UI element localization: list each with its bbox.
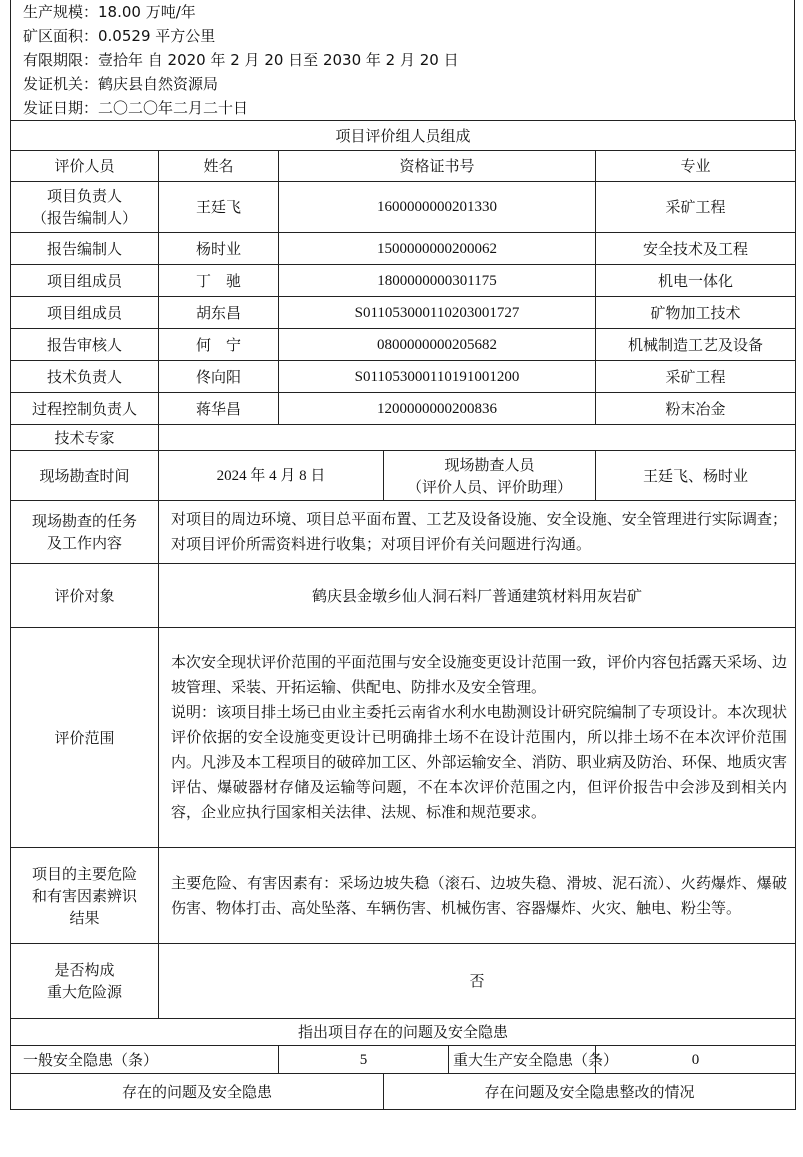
team-row bbox=[11, 361, 796, 393]
expert-label: 技术专家 bbox=[11, 425, 159, 451]
team-cert: 1500000000200062 bbox=[279, 233, 596, 265]
license-info bbox=[10, 0, 795, 120]
license-line: 矿区面积：0.0529 平方公里 bbox=[23, 27, 216, 45]
team-major: 机电一体化 bbox=[596, 265, 796, 297]
major-hazard-row bbox=[11, 944, 796, 1019]
col-header-major: 专业 bbox=[596, 151, 796, 182]
team-cert: 1800000000301175 bbox=[279, 265, 596, 297]
hazard-value: 主要危险、有害因素有：采场边坡失稳（滚石、边坡失稳、滑坡、泥石流）、火药爆炸、爆破伤害、物体打击、高处坠落、车辆伤害、机械伤害、容器爆炸、火灾、触电、粉尘等。 bbox=[159, 848, 796, 944]
expert-row bbox=[11, 425, 796, 451]
col-header-cert: 资格证书号 bbox=[279, 151, 596, 182]
team-role: 项目组成员 bbox=[11, 297, 159, 329]
major-prod-hazard-value: 0 bbox=[596, 1046, 796, 1074]
hazard-row bbox=[11, 848, 796, 944]
issues-title: 指出项目存在的问题及安全隐患 bbox=[11, 1019, 796, 1046]
general-hazard-value: 5 bbox=[279, 1046, 449, 1074]
team-cert: 1600000000201330 bbox=[279, 182, 596, 233]
survey-time-label: 现场勘查时间 bbox=[11, 451, 159, 501]
team-cert: S011053000110191001200 bbox=[279, 361, 596, 393]
survey-staff-value: 王廷飞、杨时业 bbox=[596, 451, 796, 501]
team-name: 胡东昌 bbox=[159, 297, 279, 329]
task-value: 对项目的周边环境、项目总平面布置、工艺及设备设施、安全设施、安全管理进行实际调查；对项目评价所需资料进行收集；对项目评价有关问题进行沟通。 bbox=[159, 501, 796, 564]
license-line: 发证日期：二〇二〇年二月二十日 bbox=[23, 99, 249, 117]
col-header-role: 评价人员 bbox=[11, 151, 159, 182]
team-role: 过程控制负责人 bbox=[11, 393, 159, 425]
survey-time-value: 2024 年 4 月 8 日 bbox=[159, 451, 384, 501]
document bbox=[10, 0, 795, 1110]
team-role: 项目组成员 bbox=[11, 265, 159, 297]
col-header-name: 姓名 bbox=[159, 151, 279, 182]
team-cert: S011053000110203001727 bbox=[279, 297, 596, 329]
hazard-label: 项目的主要危险 和有害因素辨识 结果 bbox=[11, 848, 159, 944]
team-name: 丁 驰 bbox=[159, 265, 279, 297]
major-hazard-label: 是否构成 重大危险源 bbox=[11, 944, 159, 1019]
team-name: 蒋华昌 bbox=[159, 393, 279, 425]
object-row bbox=[11, 564, 796, 628]
team-name: 佟向阳 bbox=[159, 361, 279, 393]
team-role: 项目负责人 （报告编制人） bbox=[11, 182, 159, 233]
team-row bbox=[11, 297, 796, 329]
team-role: 报告编制人 bbox=[11, 233, 159, 265]
task-row bbox=[11, 501, 796, 564]
team-name: 何 宁 bbox=[159, 329, 279, 361]
team-title: 项目评价组人员组成 bbox=[11, 121, 796, 151]
issues-header-row bbox=[11, 1074, 796, 1110]
team-major: 采矿工程 bbox=[596, 361, 796, 393]
team-role: 技术负责人 bbox=[11, 361, 159, 393]
team-row bbox=[11, 233, 796, 265]
team-header-row bbox=[11, 151, 796, 182]
issues-col2: 存在问题及安全隐患整改的情况 bbox=[384, 1074, 796, 1110]
scope-row bbox=[11, 628, 796, 848]
team-major: 安全技术及工程 bbox=[596, 233, 796, 265]
major-hazard-value: 否 bbox=[159, 944, 796, 1019]
general-hazard-label: 一般安全隐患（条） bbox=[11, 1046, 279, 1074]
team-row bbox=[11, 329, 796, 361]
issues-count-row bbox=[11, 1046, 796, 1074]
team-role: 报告审核人 bbox=[11, 329, 159, 361]
team-cert: 0800000000205682 bbox=[279, 329, 596, 361]
team-major: 矿物加工技术 bbox=[596, 297, 796, 329]
survey-row bbox=[11, 451, 796, 501]
scope-label: 评价范围 bbox=[11, 628, 159, 848]
team-table bbox=[10, 120, 796, 1110]
team-major: 粉末冶金 bbox=[596, 393, 796, 425]
license-line: 发证机关：鹤庆县自然资源局 bbox=[23, 75, 219, 93]
scope-value bbox=[159, 628, 796, 848]
scope-para-1: 本次安全现状评价范围的平面范围与安全设施变更设计范围一致，评价内容包括露天采场、边坡管理、采装、开拓运输、供配电、防排水及安全管理。 bbox=[171, 653, 788, 696]
team-name: 杨时业 bbox=[159, 233, 279, 265]
team-cert: 1200000000200836 bbox=[279, 393, 596, 425]
team-row bbox=[11, 265, 796, 297]
license-line: 有限期限：壹拾年 自 2020 年 2 月 20 日至 2030 年 2 月 20 日 bbox=[23, 51, 459, 69]
team-name: 王廷飞 bbox=[159, 182, 279, 233]
survey-staff-label: 现场勘查人员 （评价人员、评价助理） bbox=[384, 451, 596, 501]
issues-col1: 存在的问题及安全隐患 bbox=[11, 1074, 384, 1110]
object-label: 评价对象 bbox=[11, 564, 159, 628]
team-row bbox=[11, 182, 796, 233]
object-value: 鹤庆县金墩乡仙人洞石料厂普通建筑材料用灰岩矿 bbox=[159, 564, 796, 628]
team-row bbox=[11, 393, 796, 425]
expert-value bbox=[159, 425, 796, 451]
task-label: 现场勘查的任务 及工作内容 bbox=[11, 501, 159, 564]
major-prod-hazard-label: 重大生产安全隐患（条） bbox=[449, 1046, 596, 1074]
team-major: 机械制造工艺及设备 bbox=[596, 329, 796, 361]
license-line: 生产规模：18.00 万吨/年 bbox=[23, 3, 196, 21]
scope-para-2: 说明：该项目排土场已由业主委托云南省水利水电勘测设计研究院编制了专项设计。本次现状评价依据的安全设施变更设计已明确排土场不在设计范围内，所以排土场不在本次评价范围内。凡涉及本工程项目的破碎加工区、外部运输安全、消防、职业病及防治、环保、地质灾害评估、爆破器材存储及运输等问题，不在本次评价范围之内，但评价报告中会涉及到相关内容，企业应执行国家相关法律、法规、标准和规范要求。 bbox=[171, 703, 788, 821]
team-major: 采矿工程 bbox=[596, 182, 796, 233]
